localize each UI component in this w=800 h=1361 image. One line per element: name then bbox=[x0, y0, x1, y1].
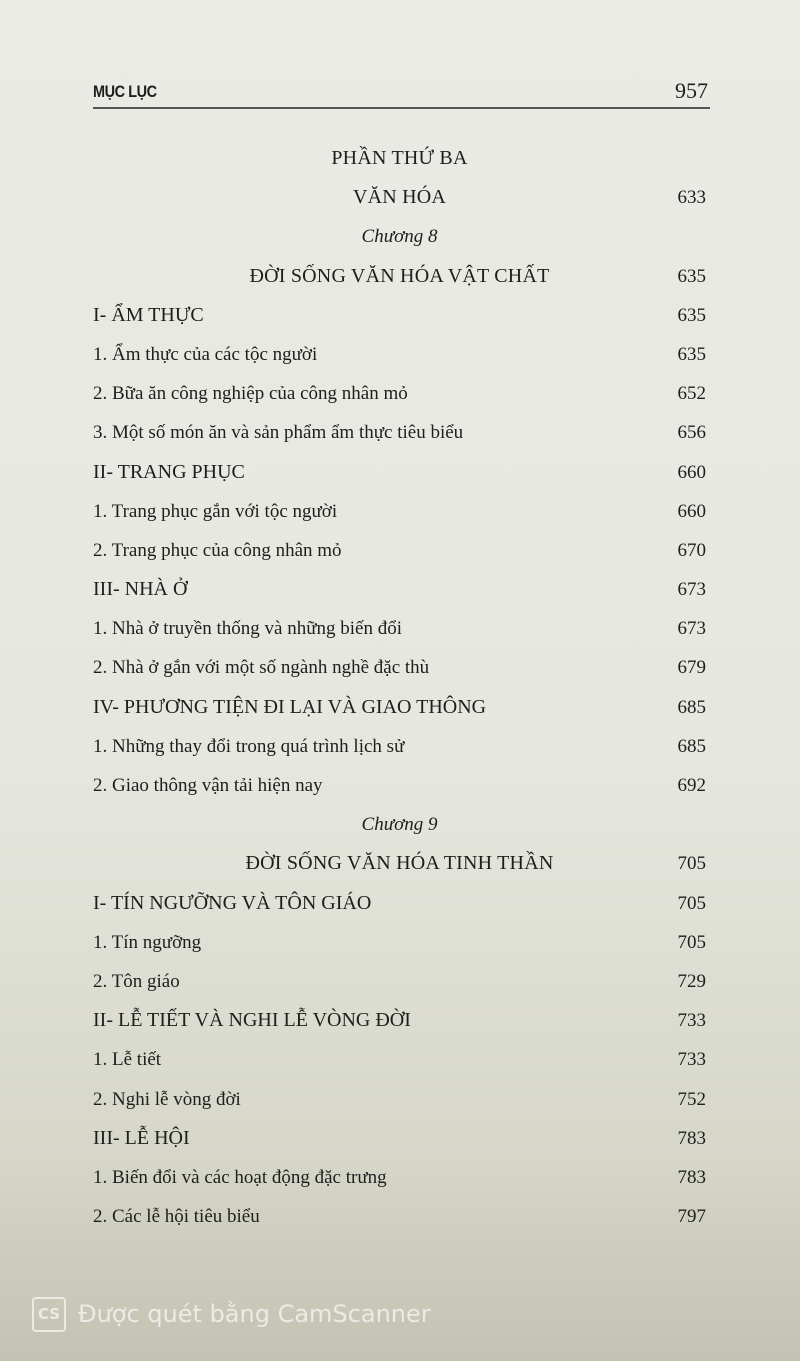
toc-entry-page: 652 bbox=[677, 383, 706, 405]
toc-entry-title: 1. Trang phục gắn với tộc người bbox=[93, 500, 338, 522]
header-rule bbox=[93, 107, 710, 109]
watermark-text: Được quét bằng CamScanner bbox=[78, 1300, 431, 1328]
toc-entry-title: Chương 8 bbox=[361, 226, 438, 248]
toc-entry-title: 1. Tín ngưỡng bbox=[93, 931, 202, 953]
toc-entry-title: II- TRANG PHỤC bbox=[93, 460, 245, 483]
toc-entry-page: 633 bbox=[677, 187, 706, 209]
toc-entry-section bbox=[93, 296, 706, 335]
toc-entry-section bbox=[93, 884, 706, 923]
toc-entry-title: 2. Tôn giáo bbox=[93, 970, 180, 992]
toc-entry-item bbox=[93, 727, 706, 766]
toc-entry-item bbox=[93, 413, 706, 452]
toc-entry-item bbox=[93, 648, 706, 687]
toc-entry-heading bbox=[93, 844, 706, 883]
toc-entry-page: 733 bbox=[677, 1010, 706, 1032]
toc-entry-section bbox=[93, 453, 706, 492]
toc-entry-page: 705 bbox=[677, 931, 706, 953]
toc-entry-page: 783 bbox=[677, 1127, 706, 1149]
page-number: 957 bbox=[675, 78, 708, 103]
toc-entry-title: 1. Biến đổi và các hoạt động đặc trưng bbox=[93, 1166, 387, 1188]
toc-entry-title: III- LỄ HỘI bbox=[93, 1126, 190, 1149]
toc-entry-title: 3. Một số món ăn và sản phẩm ẩm thực tiêu biểu bbox=[93, 422, 464, 444]
toc-entry-title: 2. Bữa ăn công nghiệp của công nhân mỏ bbox=[93, 383, 408, 405]
camscanner-watermark bbox=[32, 1296, 431, 1332]
toc-entry-page: 685 bbox=[677, 735, 706, 757]
toc-entry-page: 673 bbox=[677, 579, 706, 601]
toc-entry-item bbox=[93, 766, 706, 805]
toc-entry-page: 635 bbox=[677, 265, 706, 287]
toc-entry-page: 705 bbox=[677, 892, 706, 914]
toc-entry-title: IV- PHƯƠNG TIỆN ĐI LẠI VÀ GIAO THÔNG bbox=[93, 695, 487, 718]
toc-entry-section bbox=[93, 1001, 706, 1040]
toc-entry-section bbox=[93, 1119, 706, 1158]
toc-entry-page: 679 bbox=[677, 657, 706, 679]
header-title: MỤC LỤC bbox=[93, 82, 157, 101]
toc-entry-section bbox=[93, 688, 706, 727]
toc-entry-chapter bbox=[93, 217, 706, 256]
toc-entry-title: 2. Trang phục của công nhân mỏ bbox=[93, 539, 342, 561]
toc-entry-section bbox=[93, 570, 706, 609]
toc-entry-page: 635 bbox=[677, 304, 706, 326]
toc-entry-title: 1. Nhà ở truyền thống và những biến đổi bbox=[93, 618, 402, 640]
toc-entry-page: 692 bbox=[677, 775, 706, 796]
toc-entry-title: III- NHÀ Ở bbox=[93, 578, 188, 601]
toc-entry-title: I- ẨM THỰC bbox=[93, 303, 204, 326]
toc-entry-title: 2. Các lễ hội tiêu biểu bbox=[93, 1206, 260, 1228]
toc-entry-part bbox=[93, 139, 706, 178]
toc-entry-page: 733 bbox=[677, 1049, 706, 1071]
toc-entry-title: Chương 9 bbox=[361, 814, 438, 836]
toc-entry-heading bbox=[93, 257, 706, 296]
toc-entry-page: 752 bbox=[677, 1088, 706, 1110]
toc-entry-page: 660 bbox=[677, 461, 706, 483]
toc-entry-item bbox=[93, 609, 706, 648]
toc-entry-item bbox=[93, 1080, 706, 1119]
toc-entry-page: 729 bbox=[677, 970, 706, 992]
toc-entry-title: ĐỜI SỐNG VĂN HÓA VẬT CHẤT bbox=[249, 264, 550, 287]
toc-entry-title: 1. Những thay đổi trong quá trình lịch sử bbox=[93, 735, 405, 757]
toc-entry-title: VĂN HÓA bbox=[352, 186, 447, 209]
toc-entry-part bbox=[93, 178, 706, 217]
toc-entry-item bbox=[93, 335, 706, 374]
toc-entry-title: 2. Giao thông vận tải hiện nay bbox=[93, 775, 323, 796]
toc-entry-page: 783 bbox=[677, 1166, 706, 1188]
table-of-contents bbox=[93, 139, 706, 1236]
toc-entry-item bbox=[93, 1040, 706, 1079]
toc-entry-page: 705 bbox=[677, 853, 706, 875]
toc-entry-title: II- LỄ TIẾT VÀ NGHI LỄ VÒNG ĐỜI bbox=[93, 1009, 411, 1032]
toc-entry-item bbox=[93, 492, 706, 531]
toc-entry-title: I- TÍN NGƯỠNG VÀ TÔN GIÁO bbox=[93, 891, 372, 914]
running-header bbox=[93, 78, 708, 108]
toc-entry-item bbox=[93, 531, 706, 570]
toc-entry-title: ĐỜI SỐNG VĂN HÓA TINH THẦN bbox=[245, 852, 554, 875]
toc-entry-title: PHẦN THỨ BA bbox=[331, 147, 468, 169]
toc-entry-page: 635 bbox=[677, 343, 706, 365]
toc-entry-title: 2. Nghi lễ vòng đời bbox=[93, 1088, 241, 1110]
toc-entry-page: 797 bbox=[677, 1206, 706, 1228]
toc-entry-title: 1. Ẩm thực của các tộc người bbox=[93, 343, 318, 365]
toc-entry-item bbox=[93, 962, 706, 1001]
toc-entry-item bbox=[93, 1197, 706, 1236]
toc-entry-page: 685 bbox=[677, 696, 706, 718]
toc-entry-page: 670 bbox=[677, 539, 706, 561]
camscanner-logo-icon: CS bbox=[32, 1297, 66, 1332]
toc-entry-page: 673 bbox=[677, 618, 706, 640]
toc-entry-item bbox=[93, 374, 706, 413]
toc-entry-title: 2. Nhà ở gắn với một số ngành nghề đặc thù bbox=[93, 657, 430, 679]
toc-entry-item bbox=[93, 923, 706, 962]
toc-entry-item bbox=[93, 1158, 706, 1197]
toc-entry-title: 1. Lễ tiết bbox=[93, 1049, 162, 1071]
toc-entry-chapter bbox=[93, 805, 706, 844]
toc-entry-page: 660 bbox=[677, 500, 706, 522]
toc-entry-page: 656 bbox=[677, 422, 706, 444]
